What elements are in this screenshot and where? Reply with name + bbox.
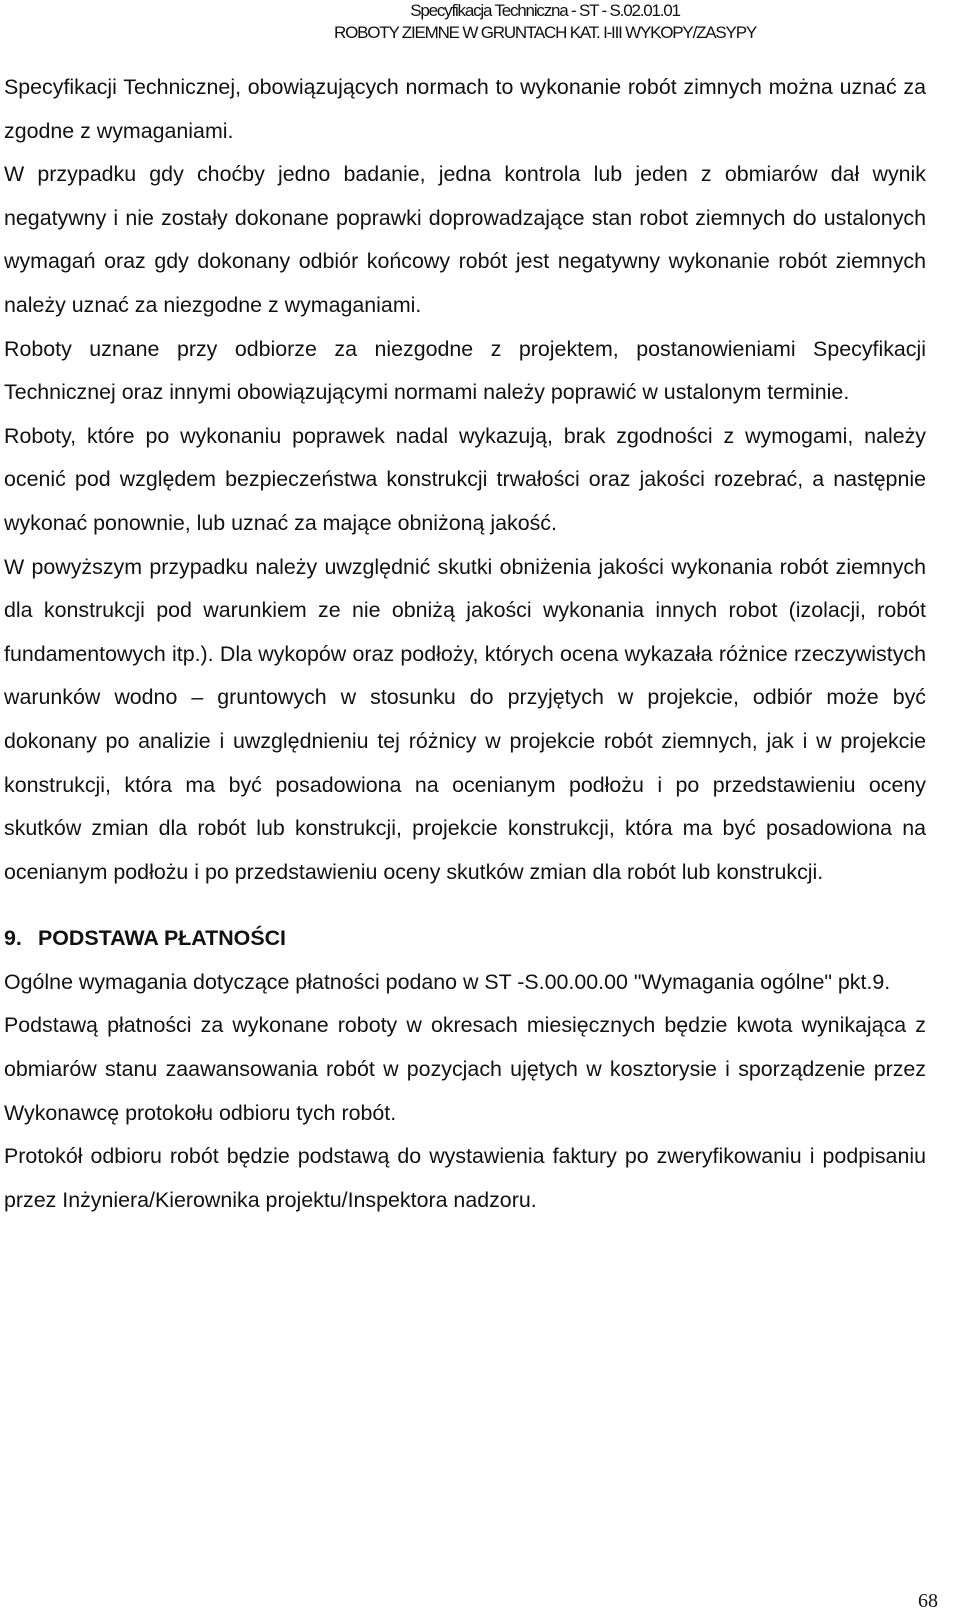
paragraph-4: Roboty, które po wykonaniu poprawek nadal wykazują, brak zgodności z wymogami, należy ocenić pod względem bezpieczeństwa konstrukcji trwałości oraz jakości rozebrać, a następnie wykonać ponownie, lub uznać za mające obniżoną jakość.: [4, 423, 926, 535]
section-title: PODSTAWA PŁATNOŚCI: [38, 926, 286, 951]
section-paragraph-1: Ogólne wymagania dotyczące płatności podano w ST -S.00.00.00 "Wymagania ogólne" pkt.9.: [4, 969, 891, 994]
section-heading: [4, 917, 926, 961]
paragraph-3: Roboty uznane przy odbiorze za niezgodne z projektem, postanowieniami Specyfikacji Technicznej oraz innymi obowiązującymi normami należy poprawić w ustalonym terminie.: [4, 336, 926, 405]
section-paragraph-2: Podstawą płatności za wykonane roboty w okresach miesięcznych będzie kwota wynikająca z obmiarów stanu zaawansowania robót w pozycjach ujętych w kosztorysie i sporządzenie przez Wykonawcę protokołu odbioru tych robót.: [4, 1013, 926, 1125]
document-body: [4, 66, 926, 1222]
header-document-title: Specyfikacja Techniczna - ST - S.02.01.01: [410, 1, 680, 20]
section-paragraph-3: Protokół odbioru robót będzie podstawą do wystawienia faktury po zweryfikowaniu i podpisaniu przez Inżyniera/Kierownika projektu/Inspektora nadzoru.: [4, 1144, 926, 1212]
paragraph-2: W przypadku gdy choćby jedno badanie, jedna kontrola lub jeden z obmiarów dał wynik negatywny i nie zostały dokonane poprawki doprowadzające stan robot ziemnych do ustalonych wymagań oraz gdy dokonany odbiór końcowy robót jest negatywny wykonanie robót ziemnych należy uznać za niezgodne z wymaganiami.: [4, 162, 926, 317]
header-section-title: ROBOTY ZIEMNE W GRUNTACH KAT. I-III WYKOPY/ZASYPY: [334, 23, 756, 42]
page-number: 68: [918, 1590, 938, 1612]
paragraph-5: W powyższym przypadku należy uwzględnić skutki obniżenia jakości wykonania robót ziemnych dla konstrukcji pod warunkiem ze nie obniżą jakości wykonania innych robot (izolacji, robót fundamentowych itp.). Dla wykopów oraz podłoży, których ocena wykazała różnice rzeczywistych warunków wodno – gruntowych w stosunku do przyjętych w projekcie, odbiór może być dokonany po analizie i uwzględnieniu tej różnicy w projekcie robót ziemnych, jak i w projekcie konstrukcji, która ma być posadowiona na ocenianym podłożu i po przedstawieniu oceny skutków zmian dla robót lub konstrukcji, projekcie konstrukcji, która ma być posadowiona na ocenianym podłożu i po przedstawieniu oceny skutków zmian dla robót lub konstrukcji.: [4, 554, 926, 884]
paragraph-1: Specyfikacji Technicznej, obowiązujących normach to wykonanie robót zimnych można uznać za zgodne z wymaganiami.: [4, 75, 926, 143]
section-number: 9.: [4, 926, 22, 951]
page-header: [0, 0, 960, 44]
